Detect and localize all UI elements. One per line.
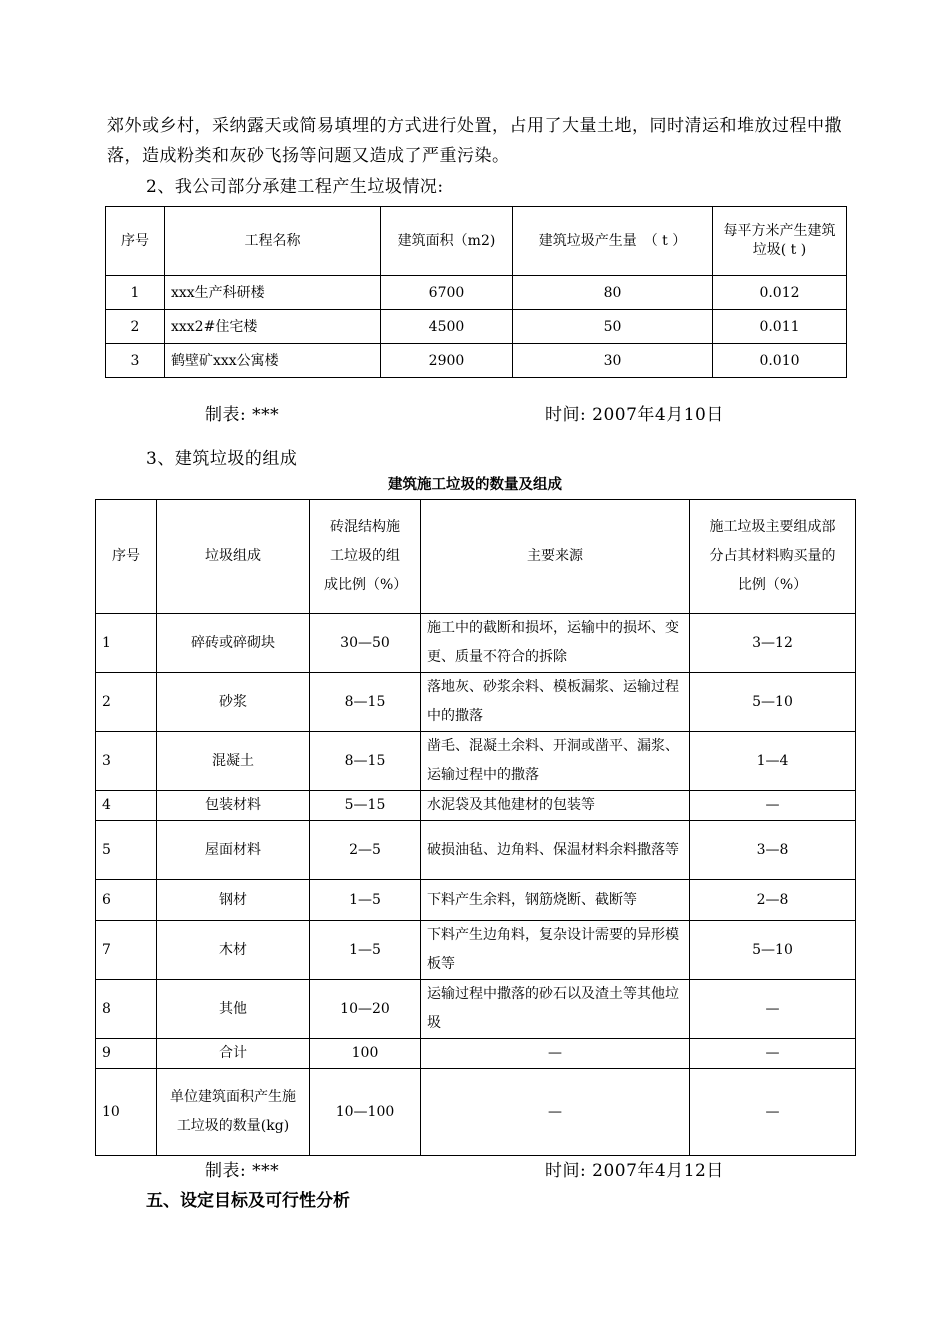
cell-component: 碎砖或碎砌块 [157,614,310,673]
cell-ratio: 5—15 [310,791,421,821]
cell-ratio: 30—50 [310,614,421,673]
section3-heading: 3、建筑垃圾的组成 [146,449,298,469]
cell-component: 单位建筑面积产生施工垃圾的数量(kg) [157,1069,310,1156]
header-cell: 施工垃圾主要组成部分占其材料购买量的比例（%） [690,500,856,614]
cell-ratio: 100 [310,1039,421,1069]
cell-component: 砂浆 [157,673,310,732]
header-cell: 建筑垃圾产生量 （ t ） [513,207,713,276]
cell-index: 1 [96,614,157,673]
table2-time: 时间: 2007年4月12日 [545,1161,724,1181]
table-row [96,673,856,732]
intro-paragraph: 郊外或乡村，采纳露天或简易填埋的方式进行处置，占用了大量土地，同时清运和堆放过程中撒落，造成粉类和灰砂飞扬等问题又造成了严重污染。 [107,116,842,166]
table-header-row [96,500,856,614]
table-row [96,1069,856,1156]
cell-index: 7 [96,921,157,980]
cell-component: 其他 [157,980,310,1039]
header-cell: 序号 [106,207,165,276]
header-cell: 工程名称 [165,207,381,276]
cell-per-sqm: 0.011 [713,310,847,344]
cell-source: 运输过程中撒落的砂石以及渣土等其他垃圾 [421,980,690,1039]
cell-purchase-ratio: — [690,791,856,821]
waste-by-project-table [105,206,847,378]
cell-source: 下料产生余料，钢筋烧断、截断等 [421,880,690,921]
table-row [106,344,847,378]
header-cell: 主要来源 [421,500,690,614]
cell-purchase-ratio: 3—12 [690,614,856,673]
cell-ratio: 8—15 [310,732,421,791]
cell-area: 2900 [381,344,513,378]
cell-index: 6 [96,880,157,921]
table-row [96,880,856,921]
table2-maker: 制表: *** [205,1161,280,1181]
table-row [96,791,856,821]
cell-component: 混凝土 [157,732,310,791]
table-row [96,980,856,1039]
cell-area: 4500 [381,310,513,344]
cell-source: 下料产生边角料，复杂设计需要的异形模板等 [421,921,690,980]
cell-index: 5 [96,821,157,880]
cell-ratio: 10—20 [310,980,421,1039]
header-cell: 每平方米产生建筑垃圾( t ) [713,207,847,276]
table-header-row [106,207,847,276]
cell-index: 2 [106,310,165,344]
cell-purchase-ratio: 2—8 [690,880,856,921]
cell-source: — [421,1039,690,1069]
table-row [106,310,847,344]
cell-index: 3 [106,344,165,378]
cell-component: 钢材 [157,880,310,921]
table-row [96,732,856,791]
cell-purchase-ratio: 3—8 [690,821,856,880]
header-cell: 建筑面积（m2) [381,207,513,276]
cell-ratio: 1—5 [310,921,421,980]
cell-ratio: 2—5 [310,821,421,880]
cell-component: 合计 [157,1039,310,1069]
cell-component: 屋面材料 [157,821,310,880]
table-row [96,921,856,980]
cell-index: 3 [96,732,157,791]
cell-purchase-ratio: — [690,1039,856,1069]
cell-purchase-ratio: — [690,1069,856,1156]
header-cell: 垃圾组成 [157,500,310,614]
cell-waste: 50 [513,310,713,344]
cell-index: 9 [96,1039,157,1069]
cell-source: 凿毛、混凝土余料、开洞或凿平、漏浆、运输过程中的撒落 [421,732,690,791]
table1-time: 时间: 2007年4月10日 [545,405,724,425]
cell-source: 水泥袋及其他建材的包装等 [421,791,690,821]
section2-heading: 2、我公司部分承建工程产生垃圾情况: [146,177,444,197]
header-cell: 序号 [96,500,157,614]
cell-index: 4 [96,791,157,821]
table2-caption: 建筑施工垃圾的数量及组成 [388,477,562,493]
cell-per-sqm: 0.012 [713,276,847,310]
cell-source: — [421,1069,690,1156]
cell-component: 包装材料 [157,791,310,821]
table1-maker: 制表: *** [205,405,280,425]
cell-source: 破损油毡、边角料、保温材料余料撒落等 [421,821,690,880]
table-row [96,1039,856,1069]
cell-waste: 30 [513,344,713,378]
table-row [96,821,856,880]
cell-project: 鹤壁矿xxx公寓楼 [165,344,381,378]
cell-project: xxx2#住宅楼 [165,310,381,344]
table-row [96,614,856,673]
waste-composition-table [95,499,856,1156]
cell-purchase-ratio: — [690,980,856,1039]
cell-project: xxx生产科研楼 [165,276,381,310]
cell-index: 8 [96,980,157,1039]
cell-index: 1 [106,276,165,310]
cell-component: 木材 [157,921,310,980]
cell-source: 落地灰、砂浆余料、模板漏浆、运输过程中的撒落 [421,673,690,732]
cell-ratio: 10—100 [310,1069,421,1156]
cell-ratio: 8—15 [310,673,421,732]
cell-waste: 80 [513,276,713,310]
cell-purchase-ratio: 1—4 [690,732,856,791]
cell-source: 施工中的截断和损坏，运输中的损坏、变更、质量不符合的拆除 [421,614,690,673]
header-cell: 砖混结构施工垃圾的组成比例（%） [310,500,421,614]
cell-per-sqm: 0.010 [713,344,847,378]
cell-ratio: 1—5 [310,880,421,921]
cell-index: 10 [96,1069,157,1156]
cell-purchase-ratio: 5—10 [690,921,856,980]
cell-index: 2 [96,673,157,732]
cell-purchase-ratio: 5—10 [690,673,856,732]
cell-area: 6700 [381,276,513,310]
table-row [106,276,847,310]
section5-heading: 五、设定目标及可行性分析 [146,1191,350,1211]
